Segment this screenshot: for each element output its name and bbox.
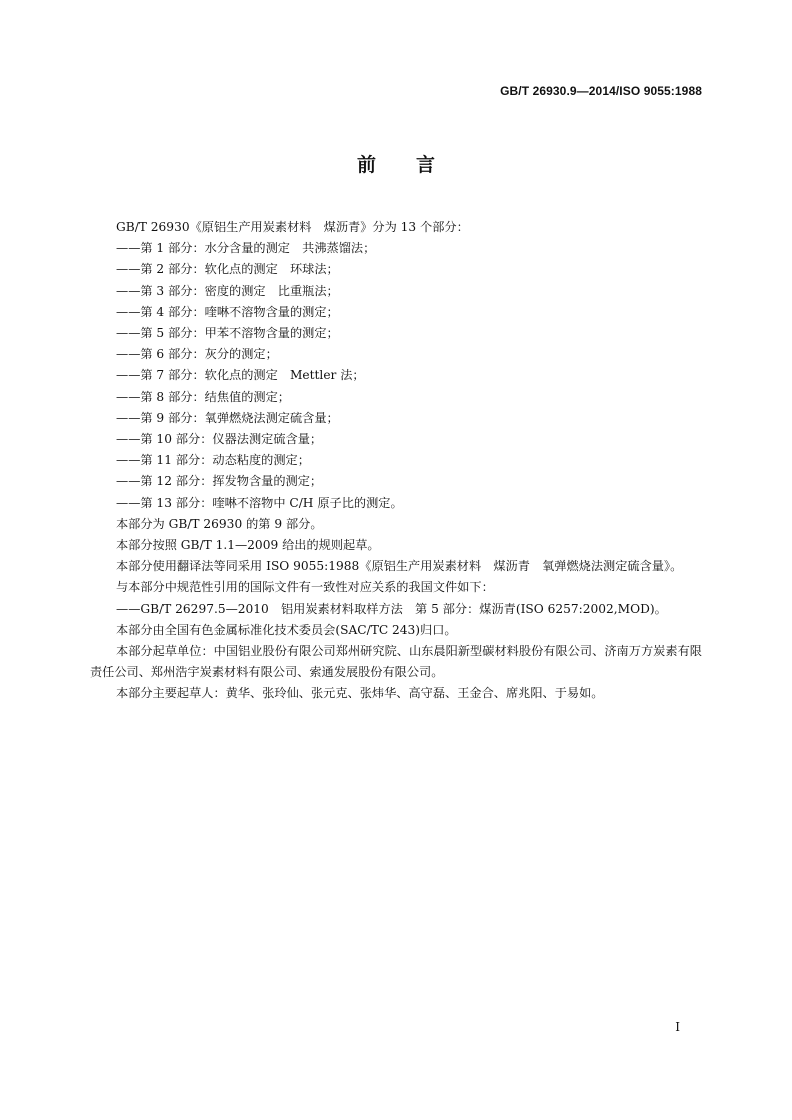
list-item: ——第 1 部分：水分含量的测定 共沸蒸馏法；: [116, 241, 376, 256]
standard-code: GB/T 26930.9—2014/ISO 9055:1988: [500, 84, 702, 98]
list-item: ——第 10 部分：仪器法测定硫含量；: [116, 432, 323, 447]
list-item: ——第 7 部分：软化点的测定 Mettler 法；: [116, 368, 365, 383]
list-item: ——第 3 部分：密度的测定 比重瓶法；: [116, 283, 339, 298]
list-item: ——第 13 部分：喹啉不溶物中 C/H 原子比的测定。: [116, 495, 403, 510]
page-title: 前言: [356, 154, 475, 176]
list-item: ——第 4 部分：喹啉不溶物含量的测定；: [116, 304, 339, 319]
list-item: ——第 6 部分：灰分的测定；: [116, 347, 278, 362]
intro-paragraph: GB/T 26930《原铝生产用炭素材料 煤沥青》分为 13 个部分：: [116, 220, 469, 234]
reference-item: ——GB/T 26297.5—2010 铝用炭素材料取样方法 第 5 部分：煤沥青(ISO 6257:2002,MOD)。: [116, 601, 667, 616]
list-item: ——第 9 部分：氧弹燃烧法测定硫含量；: [116, 410, 339, 425]
list-item: ——第 12 部分：挥发物含量的测定；: [116, 474, 323, 489]
drafters: 本部分主要起草人：黄华、张玲仙、张元克、张炜华、高守磊、王金合、席兆阳、于易如。: [116, 686, 604, 701]
committee-statement: 本部分由全国有色金属标准化技术委员会(SAC/TC 243)归口。: [116, 622, 457, 637]
adoption-statement: 本部分使用翻译法等同采用 ISO 9055:1988《原铝生产用炭素材料 煤沥青 氧弹燃烧法测定硫含量》。: [116, 559, 683, 574]
drafting-rules: 本部分按照 GB/T 1.1—2009 给出的规则起草。: [116, 538, 380, 553]
list-item: ——第 11 部分：动态粘度的测定；: [116, 453, 310, 468]
part-statement: 本部分为 GB/T 26930 的第 9 部分。: [116, 516, 323, 531]
list-item: ——第 8 部分：结焦值的测定；: [116, 389, 290, 404]
page-number: I: [675, 1020, 680, 1034]
list-item: ——第 2 部分：软化点的测定 环球法；: [116, 262, 339, 277]
reference-intro: 与本部分中规范性引用的国际文件有一致性对应关系的我国文件如下：: [116, 580, 494, 595]
list-item: ——第 5 部分：甲苯不溶物含量的测定；: [116, 326, 339, 341]
foreword-body: [90, 217, 702, 705]
drafting-units: 本部分起草单位：中国铝业股份有限公司郑州研究院、山东晨阳新型碳材料股份有限公司、济南万方炭素有限责任公司、郑州浩宇炭素材料有限公司、索通发展股份有限公司。: [90, 644, 702, 680]
